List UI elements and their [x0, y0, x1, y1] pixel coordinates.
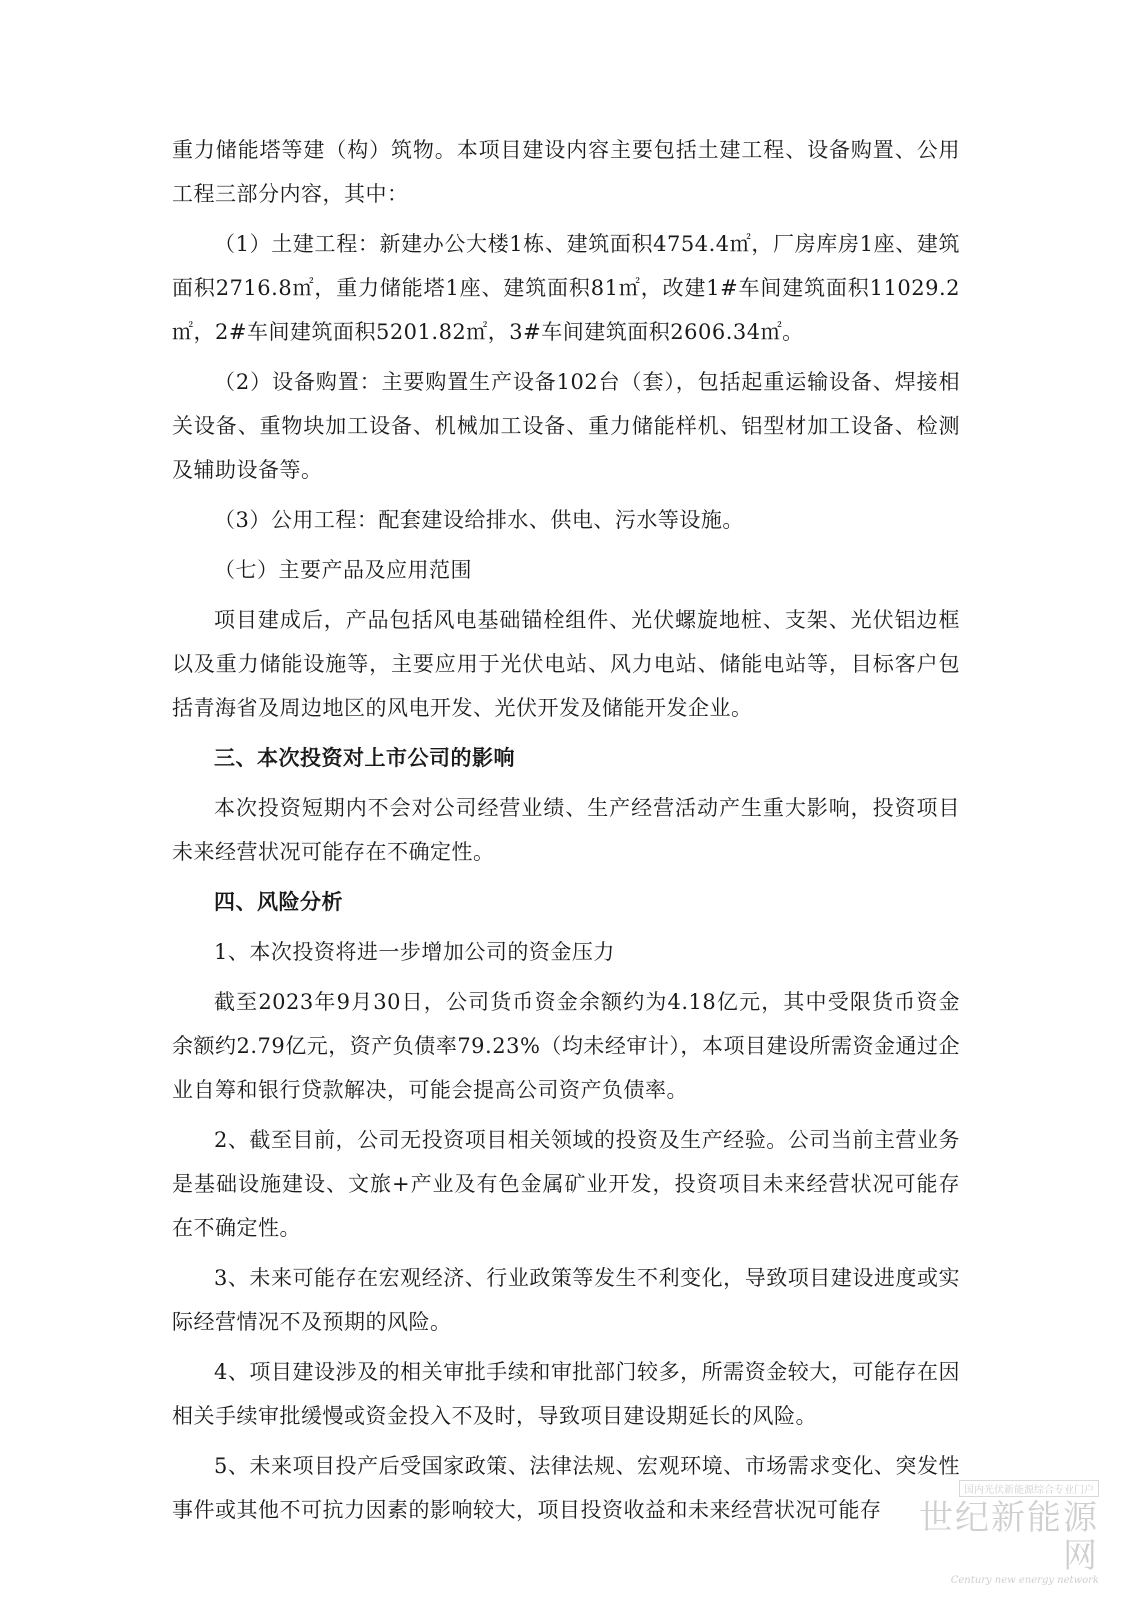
body-paragraph: 重力储能塔等建（构）筑物。本项目建设内容主要包括土建工程、设备购置、公用工程三部分内容，其中： [172, 138, 960, 206]
risk-item: 5、未来项目投产后受国家政策、法律法规、宏观环境、市场需求变化、突发性事件或其他不可抗力因素的影响较大，项目投资收益和未来经营状况可能存 [172, 1454, 960, 1522]
watermark-english-name: Century new energy network [950, 1575, 1099, 1586]
document-page [172, 128, 960, 1538]
body-paragraph: （3）公用工程：配套建设给排水、供电、污水等设施。 [214, 508, 744, 532]
risk-item: 2、截至目前，公司无投资项目相关领域的投资及生产经验。公司当前主营业务是基础设施建设、文旅+产业及有色金属矿业开发，投资项目未来经营状况可能存在不确定性。 [172, 1128, 960, 1240]
body-paragraph: 截至2023年9月30日，公司货币资金余额约为4.18亿元，其中受限货币资金余额约2.79亿元，资产负债率79.23%（均未经审计），本项目建设所需资金通过企业自筹和银行贷款解决，可能会提高公司资产负债率。 [172, 990, 960, 1102]
subsection-title: （七）主要产品及应用范围 [214, 558, 472, 582]
risk-item: 3、未来可能存在宏观经济、行业政策等发生不利变化，导致项目建设进度或实际经营情况不及预期的风险。 [172, 1266, 960, 1334]
body-paragraph: （1）土建工程：新建办公大楼1栋、建筑面积4754.4㎡，厂房库房1座、建筑面积2716.8㎡，重力储能塔1座、建筑面积81㎡，改建1#车间建筑面积11029.2㎡，2#车间建筑面积5201.82㎡，3#车间建筑面积2606.34㎡。 [172, 232, 960, 344]
section-heading: 四、风险分析 [214, 890, 343, 914]
risk-item-title: 1、本次投资将进一步增加公司的资金压力 [214, 940, 615, 964]
section-heading: 三、本次投资对上市公司的影响 [214, 746, 515, 770]
body-paragraph: 本次投资短期内不会对公司经营业绩、生产经营活动产生重大影响，投资项目未来经营状况可能存在不确定性。 [172, 796, 960, 864]
watermark [899, 1478, 1099, 1586]
body-paragraph: 项目建成后，产品包括风电基础锚栓组件、光伏螺旋地桩、支架、光伏铝边框以及重力储能设施等，主要应用于光伏电站、风力电站、储能电站等，目标客户包括青海省及周边地区的风电开发、光伏开发及储能开发企业。 [172, 608, 960, 720]
watermark-site-name: 世纪新能源网 [919, 1498, 1099, 1576]
body-paragraph: （2）设备购置：主要购置生产设备102台（套），包括起重运输设备、焊接相关设备、重物块加工设备、机械加工设备、重力储能样机、铝型材加工设备、检测及辅助设备等。 [172, 370, 960, 482]
watermark-tagline: 国内光伏新能源综合专业门户 [959, 1480, 1099, 1497]
risk-item: 4、项目建设涉及的相关审批手续和审批部门较多，所需资金较大，可能存在因相关手续审批缓慢或资金投入不及时，导致项目建设期延长的风险。 [172, 1360, 960, 1428]
